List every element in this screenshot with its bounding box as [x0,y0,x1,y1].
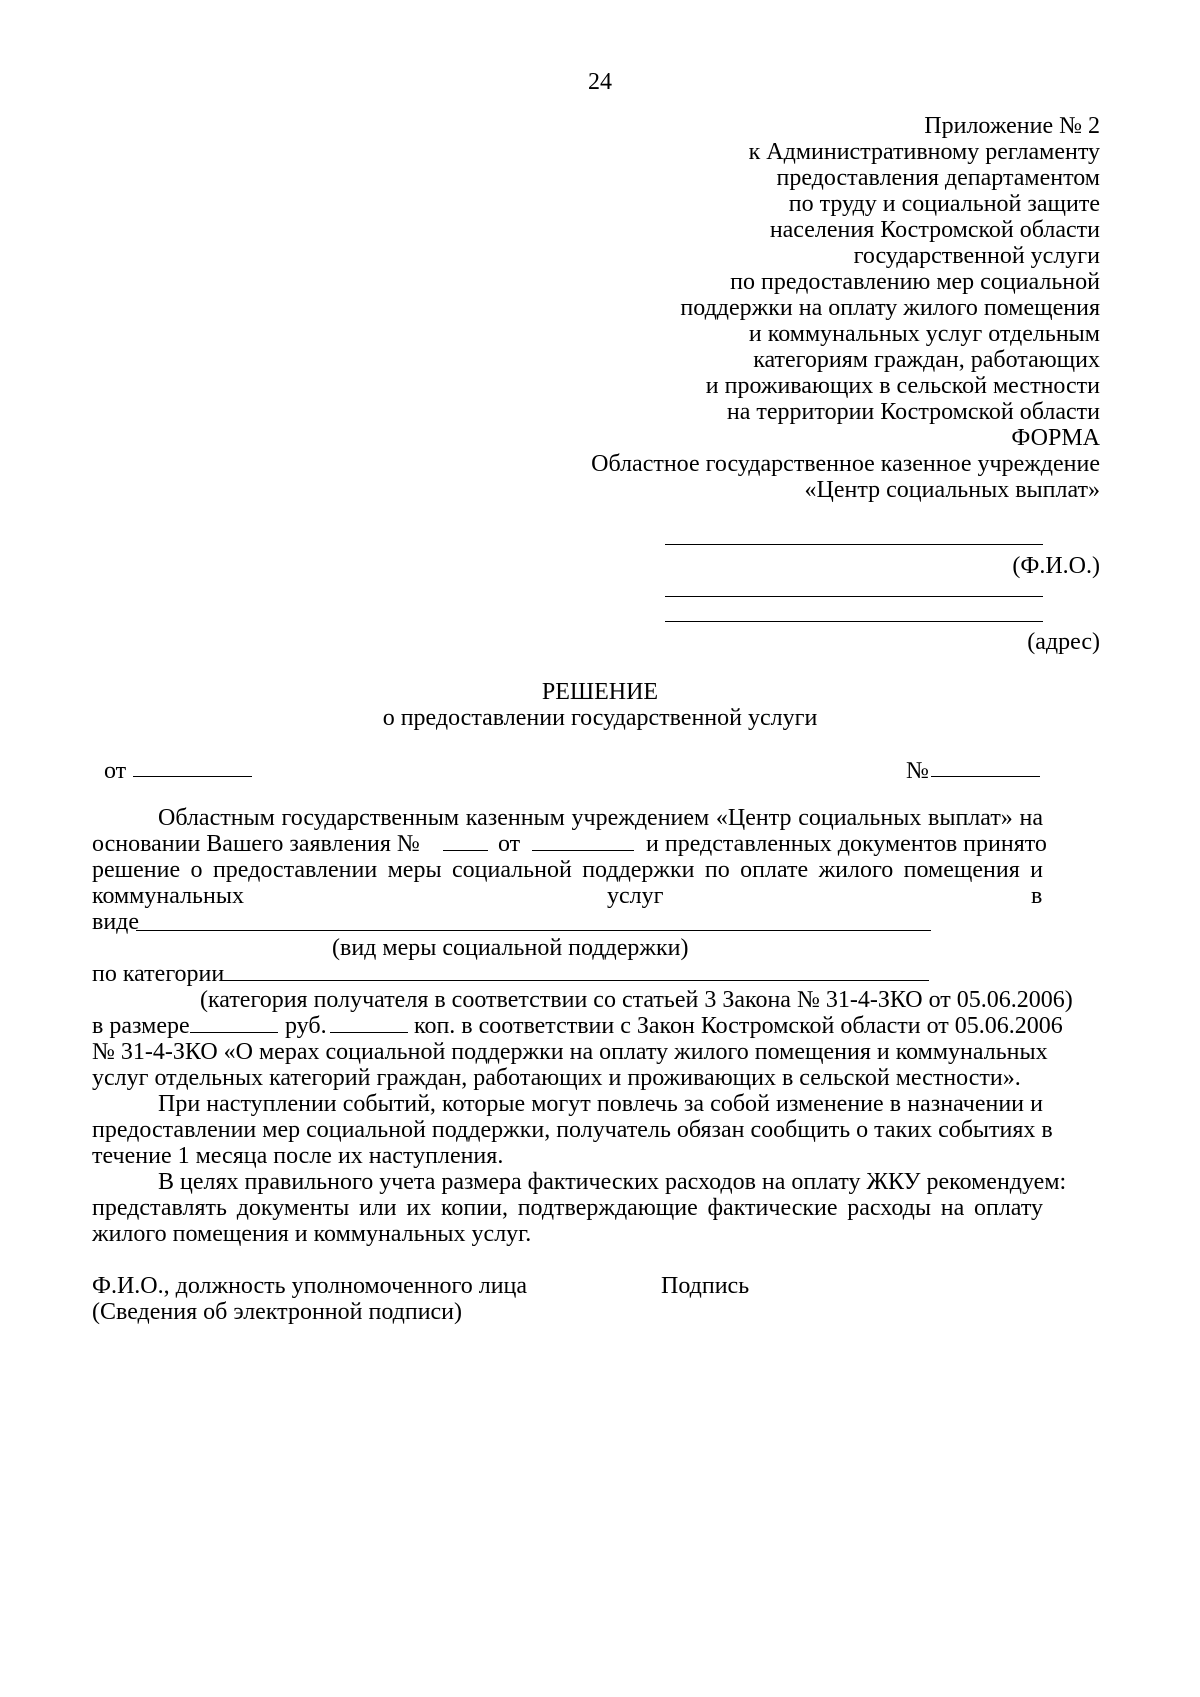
body-line [92,830,420,858]
body-text: руб. [285,1013,327,1039]
address-caption: (адрес) [1027,629,1100,655]
date-label: от [104,758,127,784]
date-field-line [133,776,252,777]
appendix-line: к Административному регламенту [748,139,1100,165]
appendix-line: Приложение № 2 [924,113,1100,139]
category-field-line [222,980,929,981]
address-field-line [665,596,1043,597]
application-number-line [443,850,488,851]
body-line: решение о предоставлении меры социальной поддержки по оплате жилого помещения и [92,857,1043,883]
body-text: в [1031,883,1043,909]
measure-caption: (вид меры социальной поддержки) [332,935,689,961]
appendix-line: населения Костромской области [769,217,1100,243]
e-signature-label: (Сведения об электронной подписи) [92,1299,463,1325]
body-text: основании Вашего заявления № [92,831,420,857]
body-line: Областным государственным казенным учреждением «Центр социальных выплат» на [158,805,1043,831]
body-line: предоставлении мер социальной поддержки, получатель обязан сообщить о таких событиях в [92,1117,1053,1143]
category-caption: (категория получателя в соответствии со статьей 3 Закона № 31-4-ЗКО от 05.06.2006) [200,987,1073,1013]
page-number: 24 [588,69,612,95]
body-text: виде [92,909,140,935]
decision-title: РЕШЕНИЕ [541,679,659,705]
official-label: Ф.И.О., должность уполномоченного лица [92,1273,528,1299]
number-label: № [906,758,929,784]
appendix-line: и проживающих в сельской местности [705,373,1100,399]
body-line: жилого помещения и коммунальных услуг. [92,1221,532,1247]
form-label: ФОРМА [1011,425,1100,451]
appendix-line: категориям граждан, работающих [753,347,1100,373]
body-text: от [498,831,521,857]
address-field-line-2 [665,621,1043,622]
appendix-line: поддержки на оплату жилого помещения [680,295,1100,321]
category-label: по категории [92,961,225,987]
institution-name: Областное государственное казенное учреждение [591,451,1100,477]
body-line: В целях правильного учета размера фактических расходов на оплату ЖКУ рекомендуем: [158,1169,1067,1195]
body-text: в размере [92,1013,190,1039]
appendix-line: по предоставлению мер социальной [730,269,1100,295]
body-text: коп. в соответствии с Закон Костромской области от 05.06.2006 [414,1013,1063,1039]
decision-subtitle: о предоставлении государственной услуги [382,705,818,731]
body-line: представлять документы или их копии, подтверждающие фактические расходы на оплату [92,1195,1043,1221]
institution-name-2: «Центр социальных выплат» [804,477,1100,503]
fio-caption: (Ф.И.О.) [1012,553,1100,579]
application-date-line [532,850,634,851]
body-line: При наступлении событий, которые могут повлечь за собой изменение в назначении и [158,1091,1043,1117]
measure-field-line [136,930,931,931]
appendix-line: и коммунальных услуг отдельным [748,321,1100,347]
body-line: № 31-4-ЗКО «О мерах социальной поддержки на оплату жилого помещения и коммунальных [92,1039,1048,1065]
body-text: и представленных документов принято [646,831,1047,857]
appendix-line: по труду и социальной защите [788,191,1100,217]
appendix-line: государственной услуги [853,243,1100,269]
number-field-line [931,776,1040,777]
kopecks-field-line [330,1032,408,1033]
body-text: коммунальных [92,883,244,909]
fio-field-line [665,544,1043,545]
body-line: услуг отдельных категорий граждан, работающих и проживающих в сельской местности». [92,1065,1021,1091]
appendix-line: на территории Костромской области [726,399,1100,425]
signature-label: Подпись [661,1273,750,1299]
body-text: услуг [607,883,664,909]
rubles-field-line [190,1032,278,1033]
appendix-line: предоставления департаментом [776,165,1100,191]
body-line: течение 1 месяца после их наступления. [92,1143,504,1169]
